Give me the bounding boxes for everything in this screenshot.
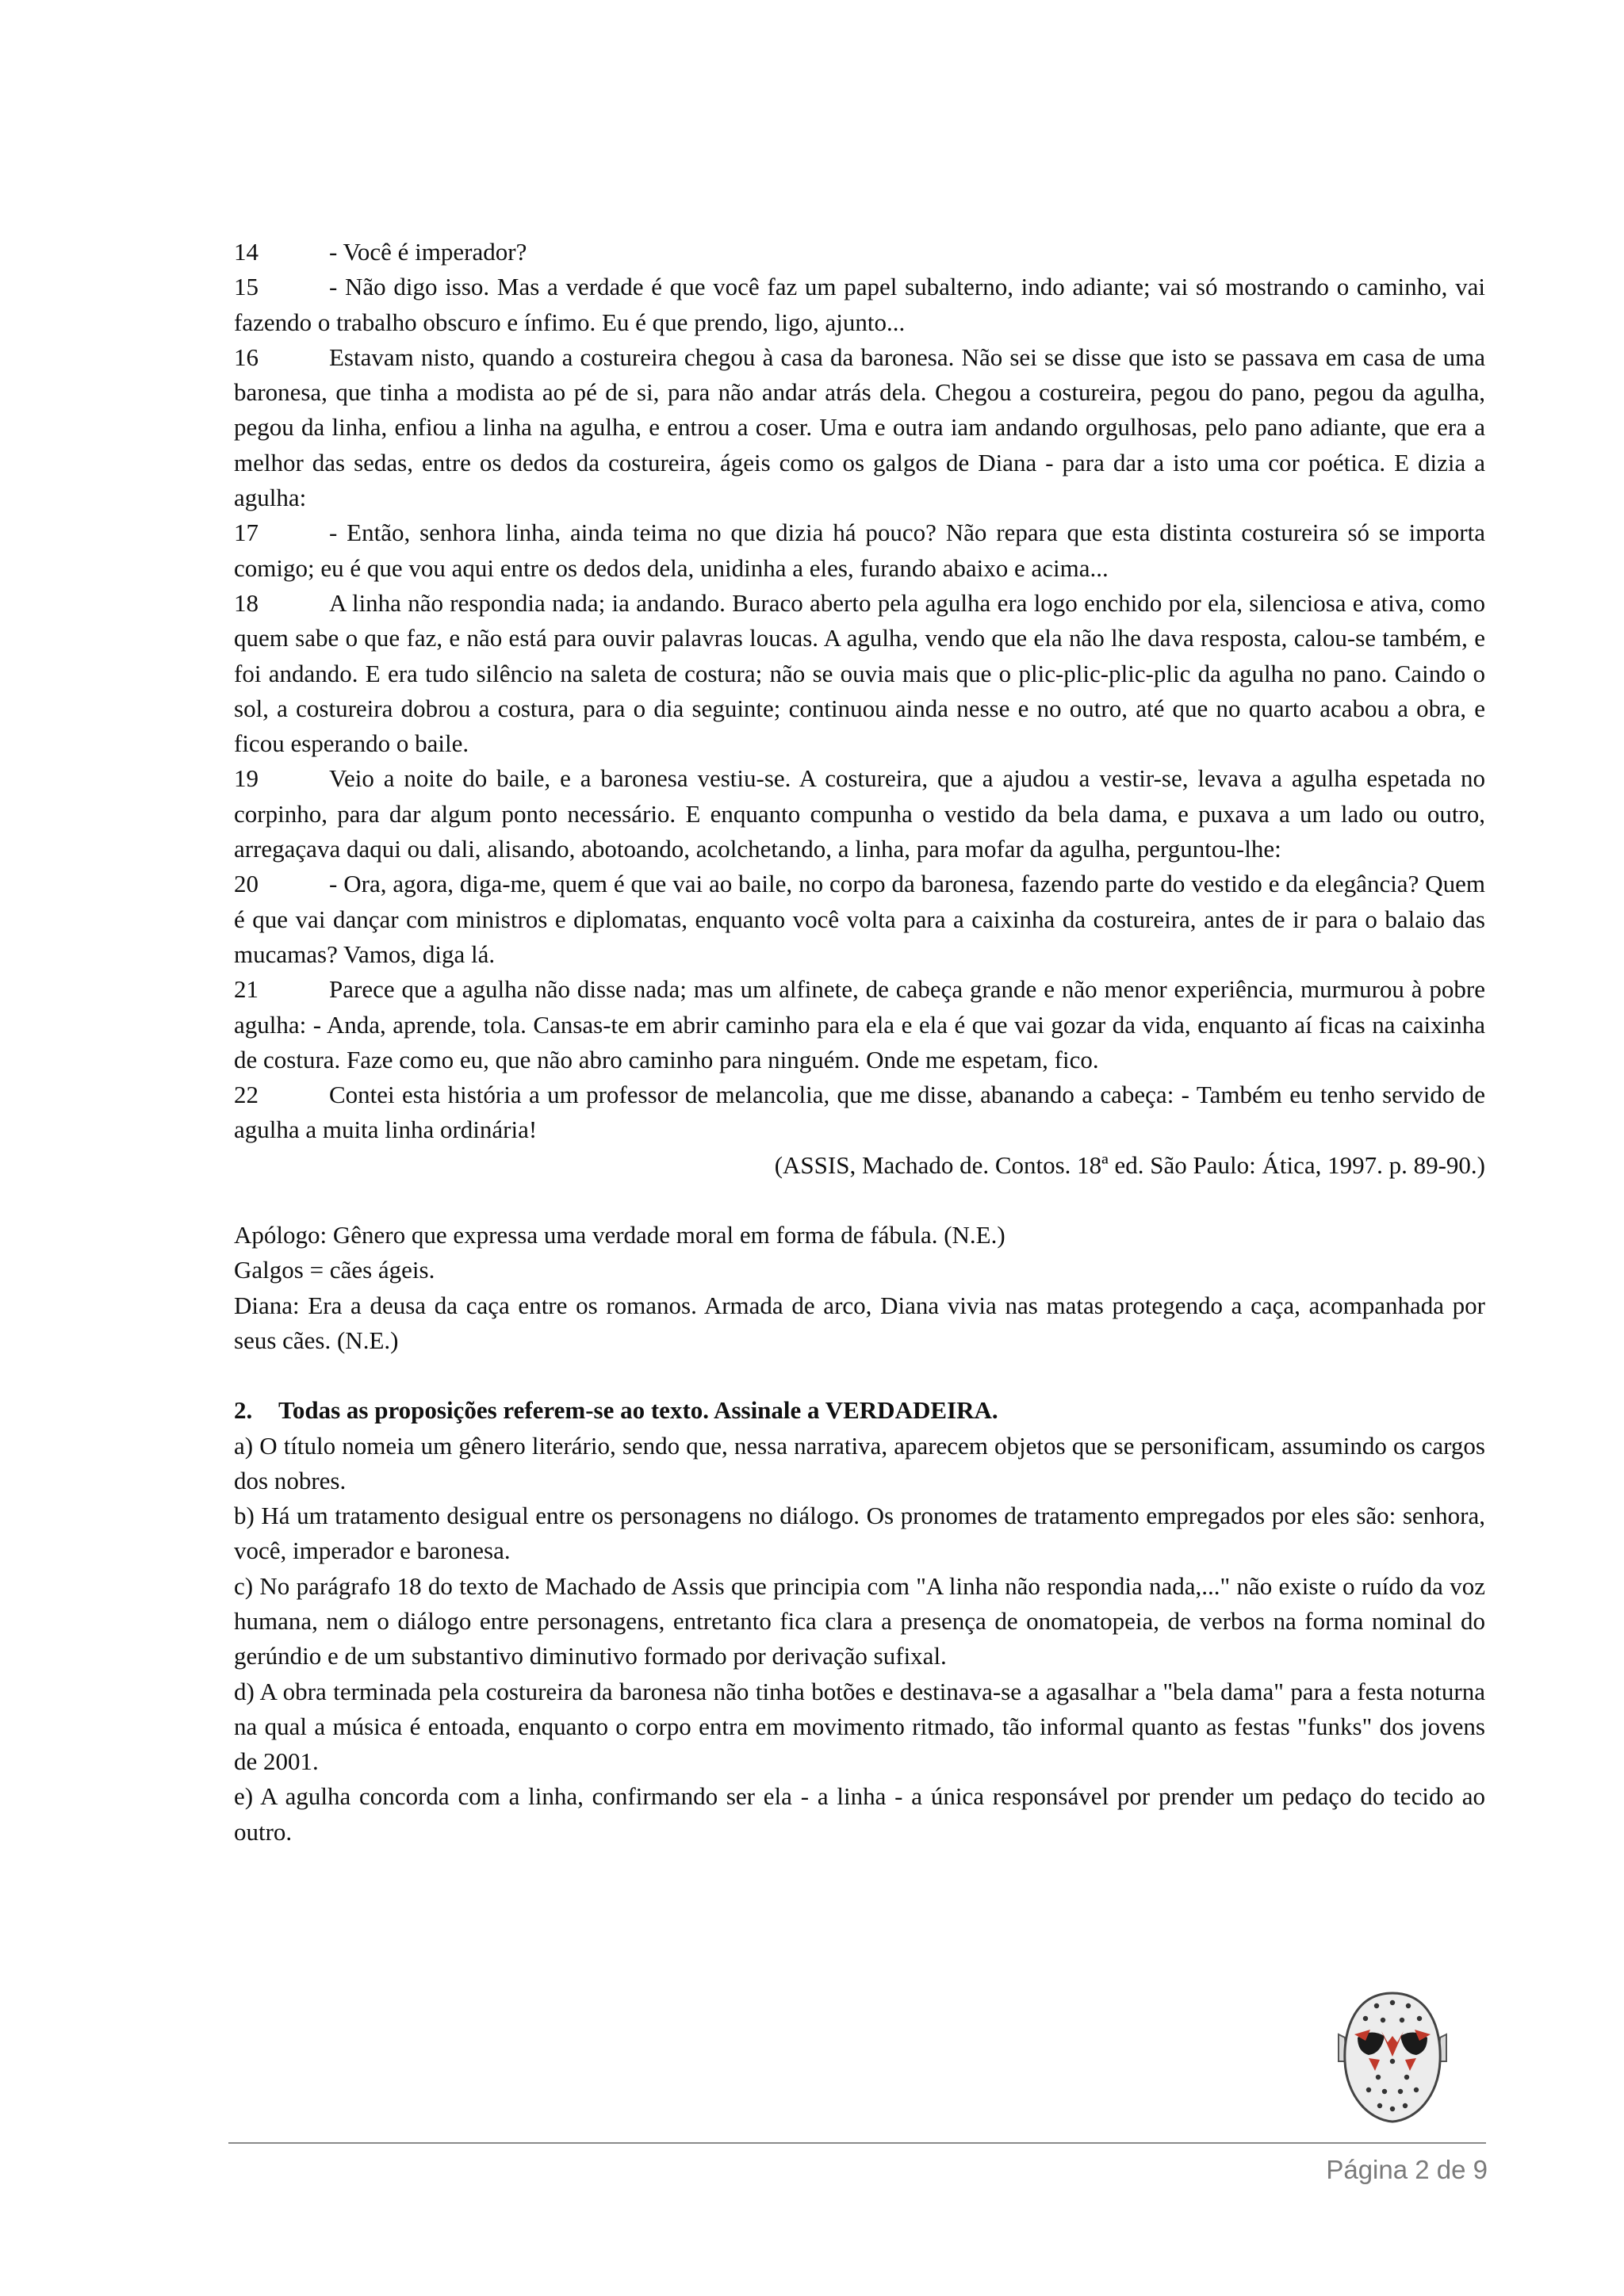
paragraph-text: Parece que a agulha não disse nada; mas um alfinete, de cabeça grande e não menor experiência, murmurou à pobre agulha: - Anda, aprende, tola. Cansas-te em abrir caminho para ela e ela é que vai gozar da vida, enquanto aí ficas na caixinha de costura. Faze como eu, que não abro caminho para ninguém. Onde me espetam, fico.	[234, 975, 1485, 1073]
paragraph-number: 20	[234, 870, 259, 898]
option-b: b) Há um tratamento desigual entre os personagens no diálogo. Os pronomes de tratamento empregados por eles são: senhora, você, imperador e baronesa.	[234, 1502, 1485, 1565]
paragraph-number: 16	[234, 342, 259, 371]
paragraph-14	[234, 235, 1485, 270]
paragraph-15	[234, 270, 1485, 340]
paragraph-number: 14	[234, 238, 259, 266]
paragraph-number: 22	[234, 1081, 259, 1109]
option-e: e) A agulha concorda com a linha, confirmando ser ela - a linha - a única responsável por prender um pedaço do tecido ao outro.	[234, 1782, 1485, 1846]
option-a: a) O título nomeia um gênero literário, sendo que, nessa narrativa, aparecem objetos que se personificam, assumindo os cargos dos nobres.	[234, 1431, 1485, 1494]
paragraph-17	[234, 515, 1485, 586]
question-statement: Todas as proposições referem-se ao texto. Assinale a VERDADEIRA.	[278, 1396, 998, 1425]
citation: (ASSIS, Machado de. Contos. 18ª ed. São Paulo: Ática, 1997. p. 89-90.)	[774, 1150, 1485, 1179]
hockey-mask-icon	[1334, 1988, 1451, 2125]
question-title	[234, 1393, 1485, 1428]
paragraph-number: 19	[234, 764, 259, 793]
paragraph-text: - Então, senhora linha, ainda teima no que dizia há pouco? Não repara que esta distinta costureira só se importa comigo; eu é que vou aqui entre os dedos dela, unidinha a eles, furando abaixo e acima...	[234, 519, 1485, 582]
page-number: Página 2 de 9	[1326, 2155, 1488, 2184]
paragraph-18	[234, 586, 1485, 761]
paragraph-text: Estavam nisto, quando a costureira chegou à casa da baronesa. Não sei se disse que isto se passava em casa de uma baronesa, que tinha a modista ao pé de si, para não andar atrás dela. Chegou a costureira, pegou do pano, pegou da agulha, pegou da linha, enfiou a linha na agulha, e entrou a coser. Uma e outra iam andando orgulhosas, pelo pano adiante, que era a melhor das sedas, entre os dedos da costureira, ágeis como os galgos de Diana - para dar a isto uma cor poética. E dizia a agulha:	[234, 342, 1485, 512]
glossary-notes	[234, 1218, 1485, 1358]
paragraph-text: Contei esta história a um professor de melancolia, que me disse, abanando a cabeça: - Também eu tenho servido de agulha a muita linha ordinária!	[234, 1081, 1485, 1144]
paragraph-number: 15	[234, 273, 259, 301]
page-content	[234, 235, 1485, 1850]
paragraph-text: - Não digo isso. Mas a verdade é que você faz um papel subalterno, indo adiante; vai só mostrando o caminho, vai fazendo o trabalho obscuro e ínfimo. Eu é que prendo, ligo, ajunto...	[234, 273, 1485, 336]
note-diana: Diana: Era a deusa da caça entre os romanos. Armada de arco, Diana vivia nas matas protegendo a caça, acompanhada por seus cães. (N.E.)	[234, 1291, 1485, 1354]
paragraph-text: Veio a noite do baile, e a baronesa vestiu-se. A costureira, que a ajudou a vestir-se, levava a agulha espetada no corpinho, para dar algum ponto necessário. E enquanto compunha o vestido da bela dama, e puxava a um lado ou outro, arregaçava daqui ou dali, alisando, abotoando, acolchetando, a linha, para mofar da agulha, perguntou-lhe:	[234, 764, 1485, 863]
paragraph-16	[234, 340, 1485, 515]
paragraph-19	[234, 761, 1485, 867]
paragraph-number: 21	[234, 975, 259, 1004]
footer-divider	[228, 2142, 1486, 2144]
note-galgos: Galgos = cães ágeis.	[234, 1256, 435, 1284]
paragraph-number: 17	[234, 519, 259, 547]
option-d: d) A obra terminada pela costureira da baronesa não tinha botões e destinava-se a agasalhar a "bela dama" para a festa noturna na qual a música é entoada, enquanto o corpo entra em movimento ritmado, tão informal quanto as festas "funks" dos jovens de 2001.	[234, 1677, 1485, 1776]
note-apologo: Apólogo: Gênero que expressa uma verdade moral em forma de fábula. (N.E.)	[234, 1221, 1005, 1249]
paragraph-text: - Ora, agora, diga-me, quem é que vai ao baile, no corpo da baronesa, fazendo parte do vestido e da elegância? Quem é que vai dançar com ministros e diplomatas, enquanto você volta para a caixinha da costureira, antes de ir para o balaio das mucamas? Vamos, diga lá.	[234, 870, 1485, 968]
paragraph-number: 18	[234, 588, 259, 617]
question-number: 2.	[234, 1396, 253, 1425]
option-c: c) No parágrafo 18 do texto de Machado de Assis que principia com "A linha não respondia nada,..." não existe o ruído da voz humana, nem o diálogo entre personagens, entretanto fica clara a presença de onomatopeia, de verbos na forma nominal do gerúndio e de um substantivo diminutivo formado por derivação sufixal.	[234, 1571, 1485, 1670]
story-paragraphs	[234, 235, 1485, 1183]
question-2	[234, 1393, 1485, 1850]
paragraph-20	[234, 867, 1485, 972]
paragraph-22	[234, 1077, 1485, 1148]
paragraph-text: A linha não respondia nada; ia andando. Buraco aberto pela agulha era logo enchido por ela, silenciosa e ativa, como quem sabe o que faz, e não está para ouvir palavras loucas. A agulha, vendo que ela não lhe dava resposta, calou-se também, e foi andando. E era tudo silêncio na saleta de costura; não se ouvia mais que o plic-plic-plic-plic da agulha no pano. Caindo o sol, a costureira dobrou a costura, para o dia seguinte; continuou ainda nesse e no outro, até que no quarto acabou a obra, e ficou esperando o baile.	[234, 588, 1485, 758]
paragraph-21	[234, 972, 1485, 1077]
paragraph-text: - Você é imperador?	[329, 238, 527, 266]
